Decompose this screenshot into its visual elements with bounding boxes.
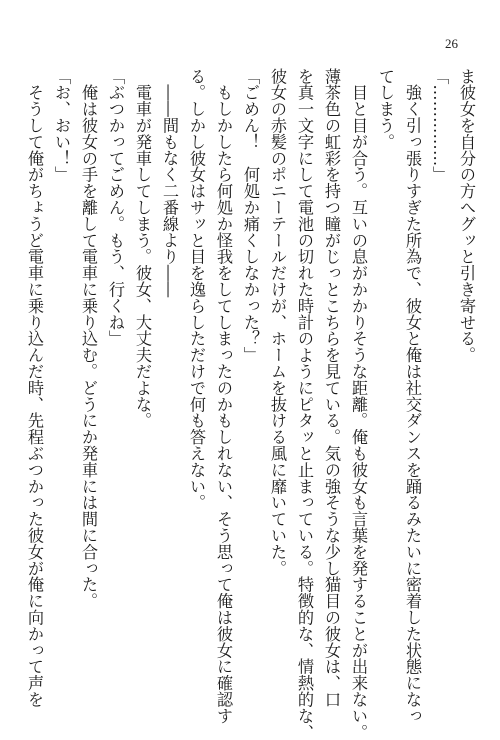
page-number: 26 <box>445 36 458 51</box>
text-line: 彼女の赤髪のポニーテールだけが、ホームを抜ける風に靡いていた。 <box>268 68 287 577</box>
text-line: を真一文字にして電池の切れた時計のようにピタッと止まっている。特徴的な、情熱的な、 <box>295 68 314 740</box>
novel-text-body <box>25 68 480 740</box>
text-line: 「……………」 <box>430 68 449 183</box>
text-line: 薄茶色の虹彩を持つ瞳がじっとこちらを見ている。気の強そうな少し猫目の彼女は、口 <box>322 68 341 708</box>
text-line: そうして俺がちょうど電車に乗り込んだ時、先程ぶつかった彼女が俺に向かって声を <box>25 68 44 708</box>
text-line: 俺は彼女の手を離して電車に乗り込む。どうにか発車には間に合った。 <box>79 68 98 610</box>
text-line: 「ぶつかってごめん。もう、行くね」 <box>106 68 125 347</box>
text-line: 目と目が合う。互いの息がかかりそうな距離。俺も彼女も言葉を発することが出来ない。 <box>349 68 368 740</box>
text-line: 強く引っ張りすぎた所為で、彼女と俺は社交ダンスを踊るみたいに密着した状態になっ <box>403 68 422 724</box>
text-line: てしまう。 <box>376 68 395 150</box>
text-line: ま彼女を自分の方へグッと引き寄せる。 <box>457 68 476 364</box>
text-line: 「お、おい！」 <box>52 68 71 183</box>
text-line: 電車が発車してしまう。彼女、大丈夫だよな。 <box>133 68 152 429</box>
text-line: る。しかし彼女はサッと目を逸らしただけで何も答えない。 <box>187 68 206 511</box>
text-line: ――間もなく二番線より―― <box>160 68 179 298</box>
text-line: もしかしたら何処か怪我をしてしまったのかもしれない、そう思って俺は彼女に確認す <box>214 68 233 724</box>
text-line: 「ごめん！ 何処か痛くしなかった？」 <box>241 68 260 364</box>
